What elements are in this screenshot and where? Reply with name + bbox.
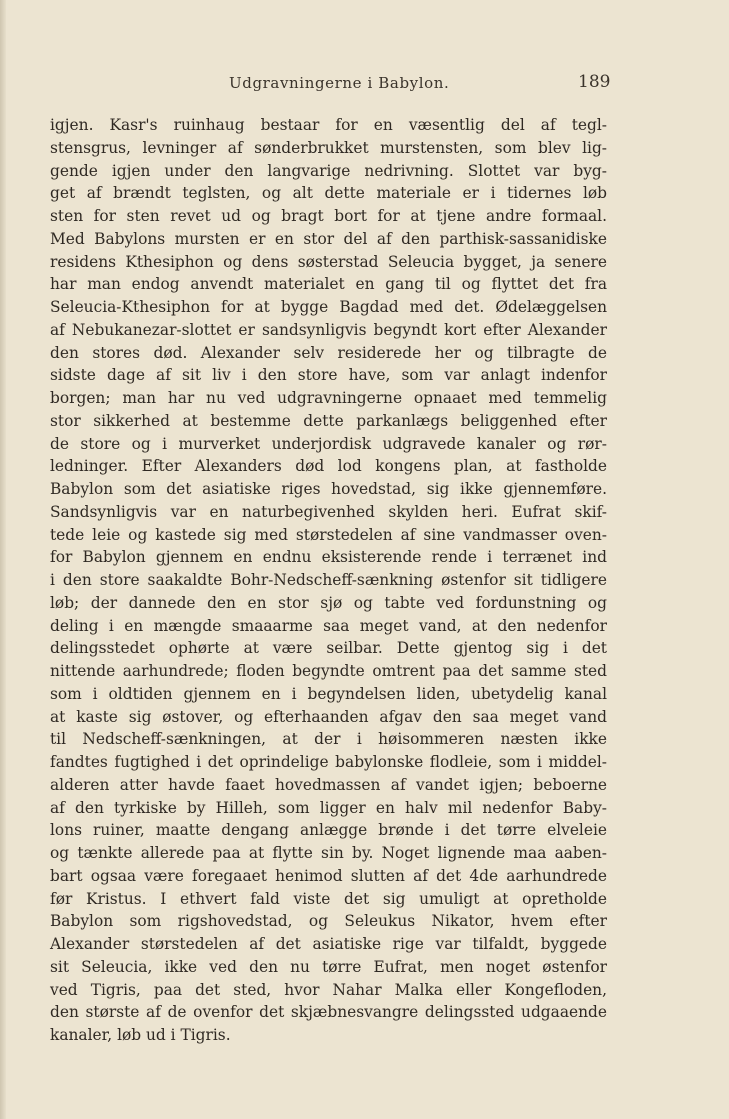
text-line: lons ruiner, maatte dengang anlægge brønde i det tørre elveleie	[50, 821, 607, 840]
text-line: nittende aarhundrede; floden begyndte omtrent paa det samme sted	[50, 662, 607, 680]
text-line: Babylon som det asiatiske riges hovedstad, sig ikke gjennemføre.	[50, 480, 607, 498]
text-line: sten for sten revet ud og bragt bort for at tjene andre formaal.	[50, 207, 607, 225]
text-line: get af brændt teglsten, og alt dette materiale er i tidernes løb	[50, 184, 607, 203]
text-line: delingsstedet ophørte at være seilbar. Dette gjentog sig i det	[50, 639, 607, 658]
text-line: sit Seleucia, ikke ved den nu tørre Eufrat, men noget østenfor	[50, 957, 607, 976]
text-line: tede leie og kastede sig med størstedelen af sine vandmasser oven-	[50, 525, 607, 544]
text-line: stensgrus, levninger af sønderbrukket murstensten, som blev lig-	[50, 138, 607, 157]
text-line: Alexander størstedelen af det asiatiske rige var tilfaldt, byggede	[50, 935, 607, 953]
text-line: Sandsynligvis var en naturbegivenhed skylden heri. Eufrat skif-	[50, 502, 607, 521]
text-line: har man endog anvendt materialet en gang til og flyttet det fra	[50, 275, 607, 294]
text-line: som i oldtiden gjennem en i begyndelsen liden, ubetydelig kanal	[50, 684, 607, 703]
text-line: borgen; man har nu ved udgravningerne opnaaet med temmelig	[50, 389, 607, 407]
text-line: residens Kthesiphon og dens søsterstad Seleucia bygget, ja senere	[50, 252, 607, 271]
running-head	[0, 72, 729, 96]
text-line: til Nedscheff-sænkningen, at der i høisommeren næsten ikke	[50, 730, 607, 749]
body-text	[50, 114, 607, 1047]
text-line: alderen atter havde faaet hovedmassen af vandet igjen; beboerne	[50, 775, 607, 794]
text-line: de store og i murverket underjordisk udgravede kanaler og rør-	[50, 434, 607, 453]
text-line: bart ogsaa være foregaaet henimod slutten af det 4de aarhundrede	[50, 866, 607, 885]
text-line: Seleucia-Kthesiphon for at bygge Bagdad med det. Ødelæggelsen	[50, 298, 607, 316]
text-line: Med Babylons mursten er en stor del af den parthisk-sassanidiske	[50, 229, 607, 248]
text-line: sidste dage af sit liv i den store have, som var anlagt indenfor	[50, 366, 607, 385]
text-line: ledninger. Efter Alexanders død lod kongens plan, at fastholde	[50, 457, 607, 476]
text-line: fandtes fugtighed i det oprindelige babylonske flodleie, som i middel-	[50, 753, 607, 771]
text-line: og tænkte allerede paa at flytte sin by. Noget lignende maa aaben-	[50, 844, 607, 862]
text-line: af den tyrkiske by Hilleh, som ligger en halv mil nedenfor Baby-	[50, 798, 607, 817]
text-line: af Nebukanezar-slottet er sandsynligvis begyndt kort efter Alexander	[50, 320, 607, 339]
text-line: den største af de ovenfor det skjæbnesvangre delingssted udgaaende	[50, 1003, 607, 1022]
page-number: 189	[578, 72, 611, 92]
text-line: før Kristus. I ethvert fald viste det sig umuligt at opretholde	[50, 889, 607, 908]
text-line: løb; der dannede den en stor sjø og tabte ved fordunstning og	[50, 593, 607, 612]
text-line: deling i en mængde smaaarme saa meget vand, at den nedenfor	[50, 616, 607, 635]
page-edge-shadow	[0, 0, 6, 1119]
text-line: for Babylon gjennem en endnu eksisterende rende i terrænet ind	[50, 548, 607, 567]
text-line: at kaste sig østover, og efterhaanden afgav den saa meget vand	[50, 707, 607, 726]
text-line: ved Tigris, paa det sted, hvor Nahar Malka eller Kongefloden,	[50, 980, 607, 999]
text-line: igjen. Kasr's ruinhaug bestaar for en væsentlig del af tegl-	[50, 116, 607, 134]
text-line: i den store saakaldte Bohr-Nedscheff-sænkning østenfor sit tidligere	[50, 571, 607, 589]
text-line: Babylon som rigshovedstad, og Seleukus Nikator, hvem efter	[50, 912, 607, 931]
running-head-title: Udgravningerne i Babylon.	[229, 74, 450, 92]
text-line: gende igjen under den langvarige nedrivning. Slottet var byg-	[50, 161, 607, 180]
text-line: kanaler, løb ud i Tigris.	[50, 1026, 231, 1044]
text-line: den stores død. Alexander selv residerede her og tilbragte de	[50, 343, 607, 362]
text-line: stor sikkerhed at bestemme dette parkanlægs beliggenhed efter	[50, 411, 607, 430]
